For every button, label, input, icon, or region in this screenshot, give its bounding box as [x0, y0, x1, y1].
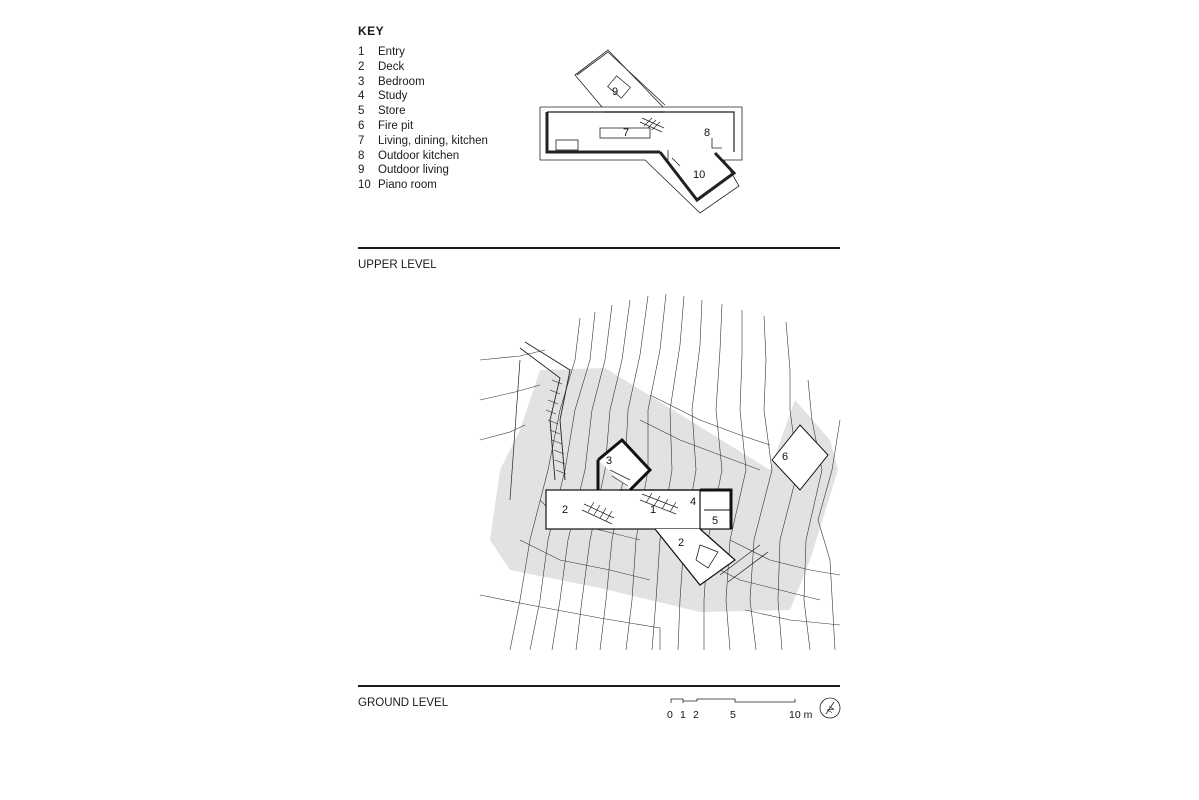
- key-item-label: Outdoor living: [378, 164, 449, 177]
- scale-tick-1: 1: [680, 709, 686, 721]
- key-item-number: 7: [358, 134, 365, 147]
- key-item-label: Study: [378, 90, 408, 103]
- upper-level-plan: [540, 50, 742, 213]
- key-item-label: Fire pit: [378, 119, 414, 132]
- key-item-number: 9: [358, 164, 365, 177]
- room-label-outdoor-living: 9: [612, 86, 619, 98]
- key-item-label: Entry: [378, 46, 405, 58]
- upper-level-label: UPPER LEVEL: [358, 259, 437, 271]
- scale-tick-10: 10 m: [789, 709, 813, 721]
- room-label-fire-pit: 6: [782, 451, 789, 463]
- key-item-number: 3: [358, 75, 365, 88]
- ground-level-label: GROUND LEVEL: [358, 697, 449, 709]
- north-arrow-label: N: [825, 704, 837, 715]
- room-label-bedroom: 3: [606, 455, 613, 467]
- key-item-label: Deck: [378, 60, 405, 73]
- scale-bar: [671, 699, 795, 703]
- north-arrow-icon: [820, 698, 840, 718]
- key-item-number: 5: [358, 105, 365, 118]
- ground-level-plan: [480, 294, 840, 650]
- key-title: KEY: [358, 24, 385, 38]
- key-item-number: 4: [358, 90, 365, 103]
- key-item-number: 1: [358, 46, 365, 58]
- room-label-entry: 1: [650, 504, 657, 516]
- scale-tick-2: 2: [693, 709, 699, 721]
- key-item-label: Store: [378, 105, 406, 118]
- key-item-label: Living, dining, kitchen: [378, 134, 488, 147]
- room-label-outdoor-kitchen: 8: [704, 127, 711, 139]
- key-item-number: 10: [358, 179, 371, 192]
- room-label-deck-west: 2: [562, 504, 569, 516]
- room-label-study: 4: [690, 496, 697, 508]
- key-item-label: Piano room: [378, 179, 437, 192]
- room-label-store: 5: [712, 515, 719, 527]
- scale-tick-0: 0: [667, 709, 673, 721]
- key-item-number: 8: [358, 149, 365, 162]
- scale-tick-5: 5: [730, 709, 736, 721]
- room-label-deck-east: 2: [678, 537, 685, 549]
- room-label-living: 7: [623, 127, 630, 139]
- key-item-number: 6: [358, 119, 365, 132]
- room-label-piano-room: 10: [693, 169, 706, 181]
- key-item-number: 2: [358, 60, 365, 73]
- key-item-label: Bedroom: [378, 75, 425, 88]
- key-item-label: Outdoor kitchen: [378, 149, 460, 162]
